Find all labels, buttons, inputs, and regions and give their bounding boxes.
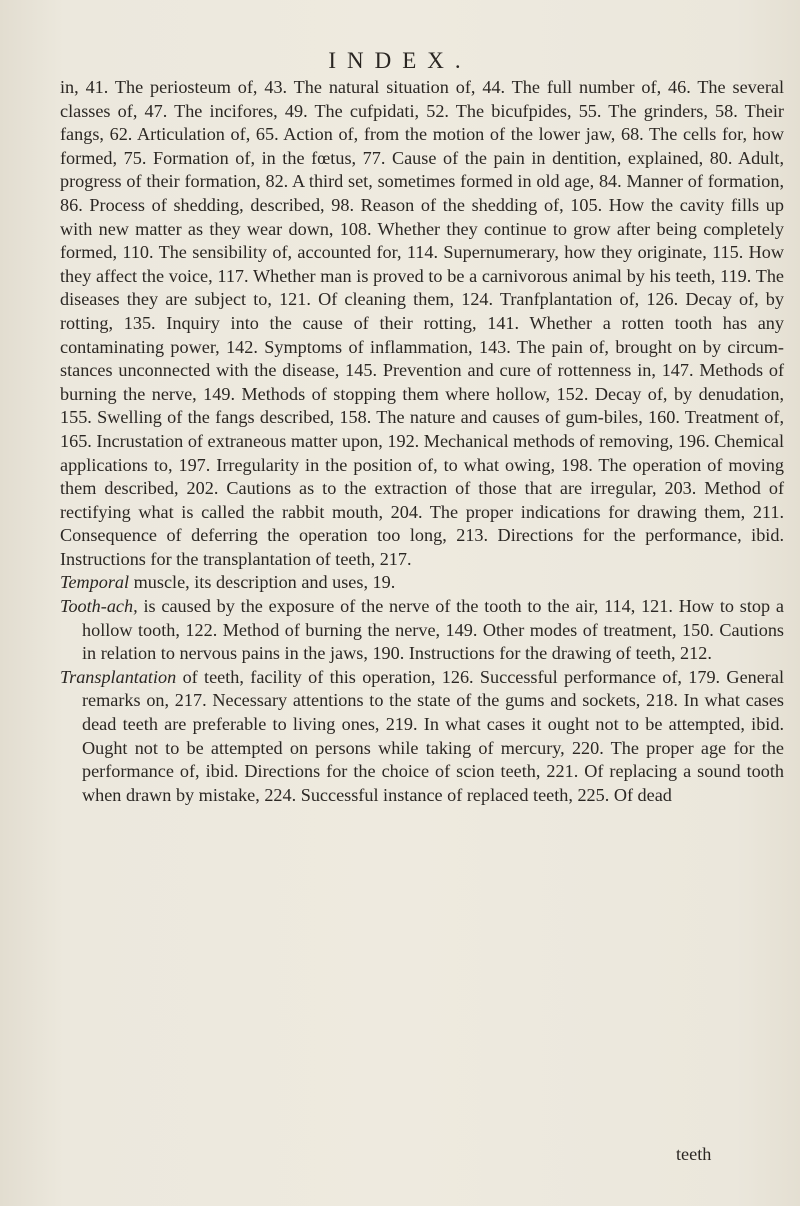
index-keyword: Temporal [60,572,130,593]
page-header: INDEX. [328,48,472,73]
catchword: teeth [676,1144,712,1164]
index-entry-text: muscle, its description and uses, 19. [129,572,396,593]
index-body [60,76,784,807]
index-entry-text: is caused by the exposure of the nerve of the tooth to the air, 114, 121. How to stop a hollow tooth, 122. Method of burning the nerve, 149. Other modes of treatment, 150. Cautions in relation to nervous pains in the jaws, 190. Instructions for the drawing of teeth, 212. [82,596,784,664]
index-continuation: in, 41. The periosteum of, 43. The natural situation of, 44. The full number of, 46. The several classes of, 47. The incifores, 49. The cufpidati, 52. The bicufpides, 55. The grinders, 58. Their fangs, 62. Articulation of, 65. Action of, from the motion of the lower jaw, 68. The cells for, how formed, 75. Formation of, in the fœtus, 77. Cause of the pain in dentition, explained, 80. Adult, progress of their formation, 82. A third set, sometimes formed in old age, 84. Manner of formation, 86. Process of shedding, described, 98. Reason of the shedding of, 105. How the cavity fills up with new matter as they wear down, 108. Whether they continue to grow after being completely formed, 110. The sensibility of, accounted for, 114. Supernumerary, how they originate, 115. How they affect the voice, 117. Whether man is proved to be a carnivorous animal by his teeth, 119. The diseases they are subject to, 121. Of cleaning them, 124. Tranfplantation of, 126. Decay of, by rotting, 135. Inquiry into the cause of their rotting, 141. Whether a rotten tooth has any contaminating power, 142. Symptoms of inflammation, 143. The pain of, brought on by circum-stances unconnected with the disease, 145. Prevention and cure of rottenness in, 147. Methods of burning the nerve, 149. Methods of stopping them where hollow, 152. Decay of, by denudation, 155. Swelling of the fangs described, 158. The nature and causes of gum-biles, 160. Treatment of, 165. Incrustation of extraneous matter upon, 192. Mechanical methods of removing, 196. Chemical applications to, 197. Irregularity in the position of, to what owing, 198. The operation of moving them described, 202. Cautions as to the extraction of those that are irregular, 203. Method of rectifying what is called the rabbit mouth, 204. The proper indications for drawing them, 211. Consequence of deferring the operation too long, 213. Directions for the performance, ibid. Instructions for the transplantation of teeth, 217. [60,77,784,569]
index-keyword: Tooth-ach, [60,596,138,617]
index-entry-text: of teeth, facility of this operation, 126. Successful performance of, 179. General remarks on, 217. Necessary attentions to the state of the gums and sockets, 218. In what cases dead teeth are preferable to living ones, 219. In what cases it ought not to be attempted, ibid. Ought not to be attempted on persons while taking of mercury, 220. The proper age for the performance of, ibid. Directions for the choice of scion teeth, 221. Of replacing a sound tooth when drawn by mistake, 224. Successful instance of replaced teeth, 225. Of dead [82,666,784,805]
index-entry-tooth-ach [60,595,784,666]
index-entry-temporal [60,571,784,595]
index-entry-transplantation [60,666,784,808]
index-keyword: Transplantation [60,666,177,687]
